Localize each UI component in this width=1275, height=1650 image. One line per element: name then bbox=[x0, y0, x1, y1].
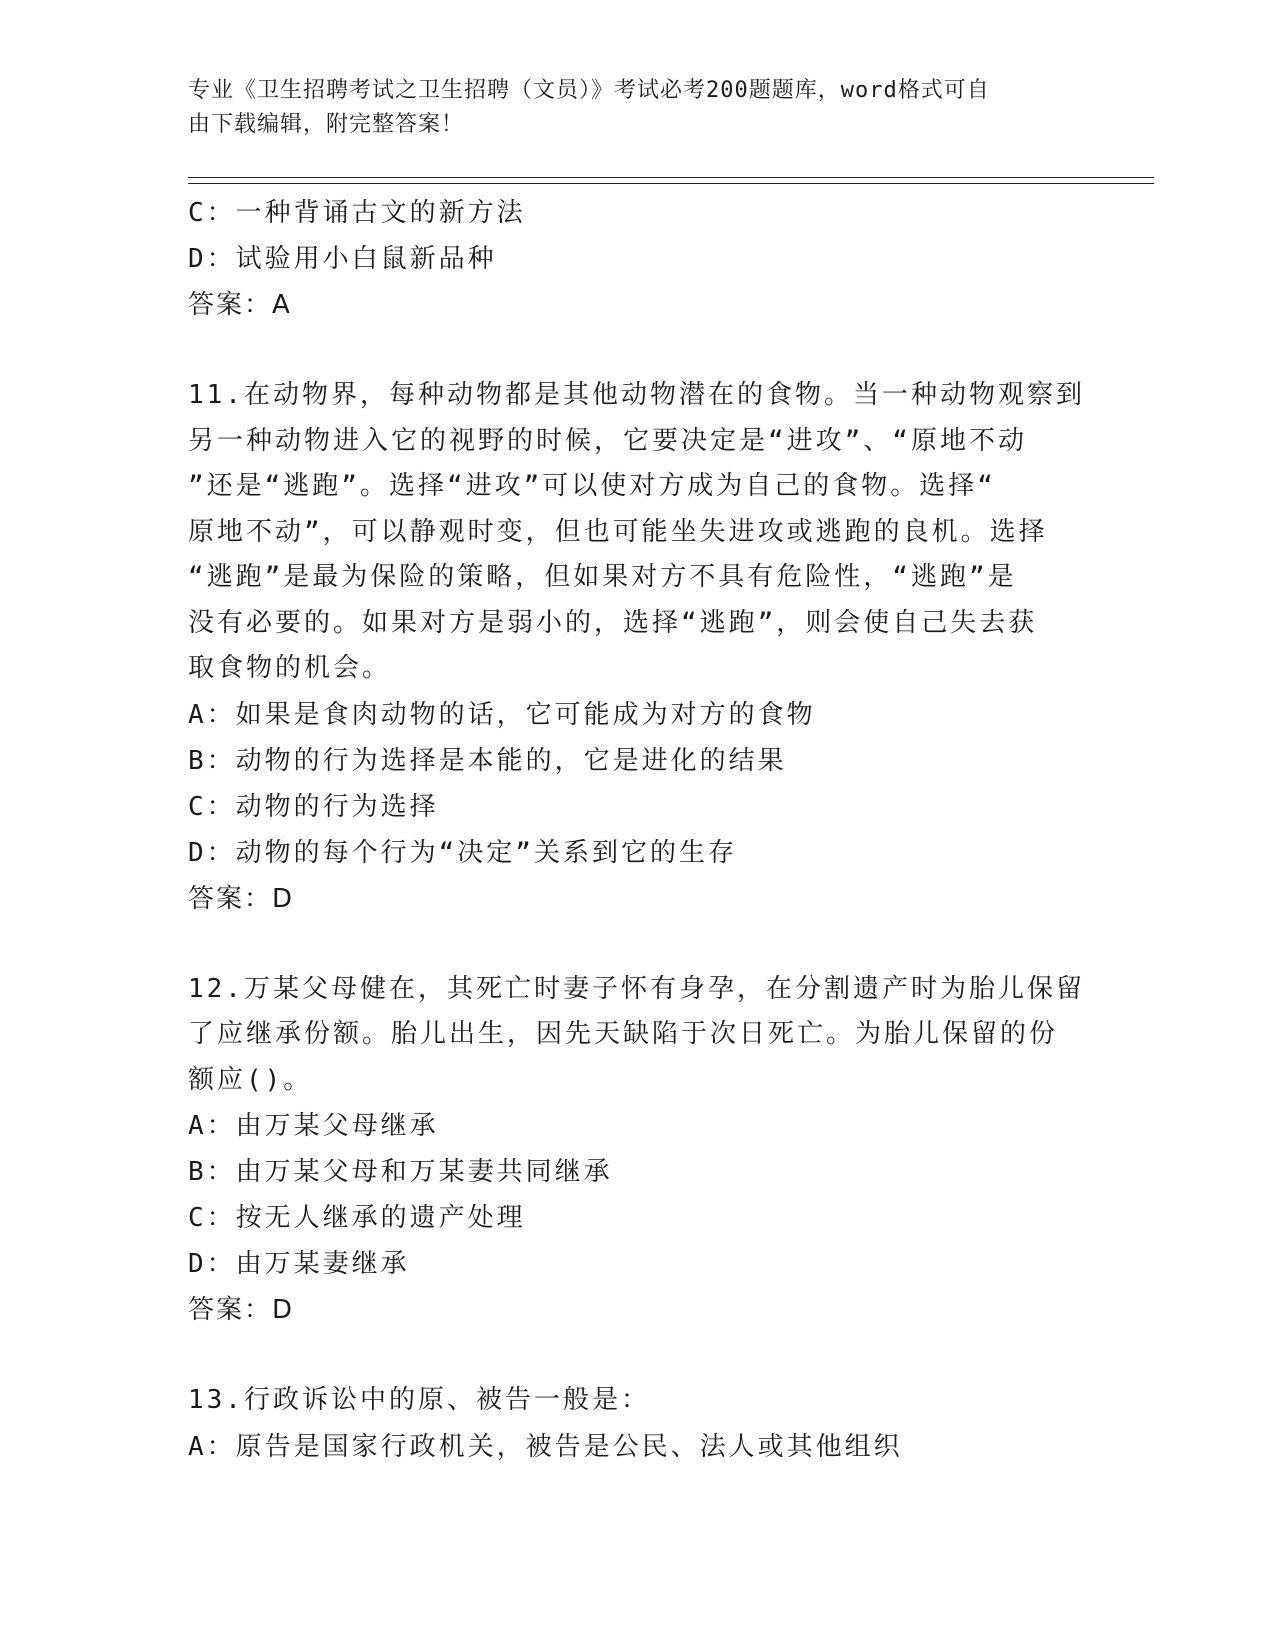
option-c: C：按无人继承的遗产处理 bbox=[188, 1203, 526, 1233]
question-stem-line: 取食物的机会。 bbox=[188, 653, 392, 683]
option-c: C：一种背诵古文的新方法 bbox=[188, 198, 526, 228]
document-header bbox=[188, 74, 1068, 142]
question-10-tail bbox=[188, 190, 1088, 328]
question-stem-line: 11.在动物界，每种动物都是其他动物潜在的食物。当一种动物观察到 bbox=[188, 380, 1085, 410]
option-a: A：如果是食肉动物的话，它可能成为对方的食物 bbox=[188, 699, 816, 730]
header-divider-bottom bbox=[188, 183, 1154, 184]
option-a: A：由万某父母继承 bbox=[188, 1111, 439, 1141]
question-stem-line: 额应()。 bbox=[188, 1064, 313, 1095]
option-b: B：由万某父母和万某妻共同继承 bbox=[188, 1157, 613, 1187]
question-stem-line: 13.行政诉讼中的原、被告一般是： bbox=[188, 1385, 650, 1415]
option-c: C：动物的行为选择 bbox=[188, 791, 439, 822]
question-stem-line: 了应继承份额。胎儿出生，因先天缺陷于次日死亡。为胎儿保留的份 bbox=[188, 1019, 1059, 1049]
option-d: D：由万某妻继承 bbox=[188, 1249, 410, 1279]
answer: 答案：D bbox=[188, 883, 295, 914]
header-divider-top bbox=[188, 177, 1154, 178]
option-d: D：试验用小白鼠新品种 bbox=[188, 244, 497, 274]
option-d: D：动物的每个行为“决定”关系到它的生存 bbox=[188, 837, 737, 868]
answer: 答案：A bbox=[188, 290, 292, 320]
header-title-line-2: 由下载编辑，附完整答案！ bbox=[188, 112, 465, 137]
option-a: A：原告是国家行政机关，被告是公民、法人或其他组织 bbox=[188, 1431, 903, 1462]
question-stem-line: “逃跑”是最为保险的策略，但如果对方不具有危险性，“逃跑”是 bbox=[188, 562, 1017, 592]
question-content bbox=[188, 190, 1088, 1470]
header-title-line-1: 专业《卫生招聘考试之卫生招聘（文员）》考试必考200题题库，word格式可自 bbox=[188, 78, 990, 103]
question-stem-line: 没有必要的。如果对方是弱小的，选择“逃跑”，则会使自己失去获 bbox=[188, 607, 1038, 638]
question-13 bbox=[188, 1378, 1088, 1470]
option-b: B：动物的行为选择是本能的，它是进化的结果 bbox=[188, 745, 787, 776]
answer: 答案：D bbox=[188, 1295, 295, 1325]
question-stem-line: 原地不动”，可以静观时变，但也可能坐失进攻或逃跑的良机。选择 bbox=[188, 516, 1048, 547]
question-stem-line: 12.万某父母健在，其死亡时妻子怀有身孕，在分割遗产时为胎儿保留 bbox=[188, 973, 1085, 1004]
question-11 bbox=[188, 373, 1088, 922]
question-12 bbox=[188, 967, 1088, 1334]
question-stem-line: 另一种动物进入它的视野的时候，它要决定是“进攻”、“原地不动 bbox=[188, 425, 1027, 456]
question-stem-line: ”还是“逃跑”。选择“进攻”可以使对方成为自己的食物。选择“ bbox=[188, 471, 996, 501]
